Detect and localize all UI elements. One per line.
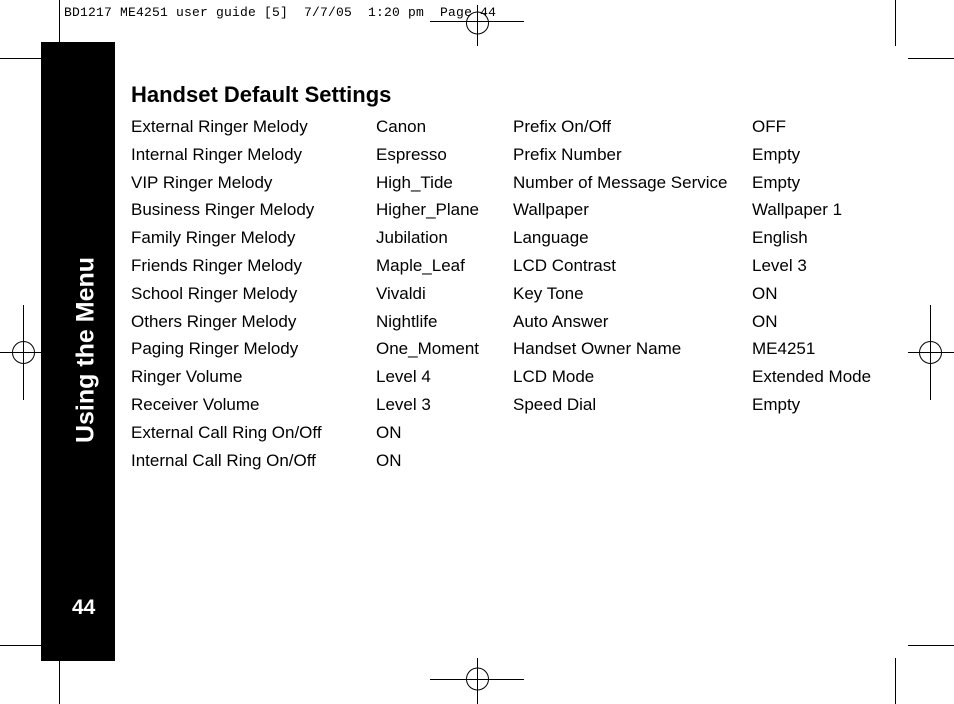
setting-value: High_Tide: [376, 172, 453, 192]
left-settings-column: [131, 113, 322, 474]
setting-value: Level 3: [376, 394, 431, 414]
setting-name: Wallpaper: [513, 200, 589, 220]
setting-name: Key Tone: [513, 283, 584, 303]
left-values-column: [376, 113, 479, 474]
setting-name: Prefix On/Off: [513, 117, 611, 136]
setting-value: ME4251: [752, 339, 816, 359]
setting-value: Empty: [752, 394, 801, 414]
setting-value: Canon: [376, 117, 427, 136]
section-heading: Handset Default Settings: [131, 82, 392, 107]
setting-name: Ringer Volume: [131, 367, 243, 387]
setting-name: Language: [513, 228, 589, 248]
setting-value: Empty: [752, 172, 801, 192]
setting-name: Internal Call Ring On/Off: [131, 450, 316, 470]
setting-value: Extended Mode: [752, 367, 872, 387]
setting-value: Empty: [752, 144, 801, 164]
setting-value: Vivaldi: [376, 283, 426, 303]
setting-name: Prefix Number: [513, 144, 622, 164]
setting-value: Nightlife: [376, 311, 438, 331]
registration-mark-right: [908, 305, 954, 400]
setting-name: Friends Ringer Melody: [131, 255, 303, 275]
setting-value: OFF: [752, 117, 786, 136]
setting-name: External Call Ring On/Off: [131, 422, 322, 442]
registration-mark-top: [430, 5, 524, 46]
setting-name: Paging Ringer Melody: [131, 339, 299, 359]
setting-value: ON: [752, 311, 778, 331]
setting-name: Auto Answer: [513, 311, 609, 331]
setting-value: Espresso: [376, 144, 447, 164]
setting-value: Maple_Leaf: [376, 255, 465, 275]
setting-value: Wallpaper 1: [752, 200, 843, 220]
registration-mark-bottom: [430, 658, 524, 704]
side-tab-title: Using the Menu: [71, 256, 100, 444]
setting-name: External Ringer Melody: [131, 117, 308, 136]
setting-name: Internal Ringer Melody: [131, 144, 303, 164]
print-slug: BD1217 ME4251 user guide [5] 7/7/05 1:20 pm Page 44: [64, 5, 497, 20]
setting-name: LCD Mode: [513, 367, 595, 387]
setting-name: Receiver Volume: [131, 394, 260, 414]
right-settings-column: [513, 113, 727, 419]
setting-name: Speed Dial: [513, 394, 597, 414]
setting-value: Level 3: [752, 255, 807, 275]
setting-name: LCD Contrast: [513, 255, 616, 275]
right-values-column: [752, 113, 871, 419]
setting-name: School Ringer Melody: [131, 283, 298, 303]
setting-value: English: [752, 228, 808, 248]
setting-name: Handset Owner Name: [513, 339, 682, 359]
setting-value: Level 4: [376, 367, 431, 387]
registration-mark-left: [0, 305, 46, 400]
setting-value: Higher_Plane: [376, 200, 480, 220]
setting-value: ON: [376, 450, 402, 470]
setting-value: One_Moment: [376, 339, 479, 359]
setting-name: Business Ringer Melody: [131, 200, 315, 220]
setting-value: ON: [752, 283, 778, 303]
page-number: 44: [72, 596, 96, 619]
setting-value: ON: [376, 422, 402, 442]
setting-name: Family Ringer Melody: [131, 228, 296, 248]
setting-value: Jubilation: [376, 228, 448, 248]
setting-name: VIP Ringer Melody: [131, 172, 273, 192]
setting-name: Others Ringer Melody: [131, 311, 297, 331]
setting-name: Number of Message Service: [513, 172, 728, 192]
